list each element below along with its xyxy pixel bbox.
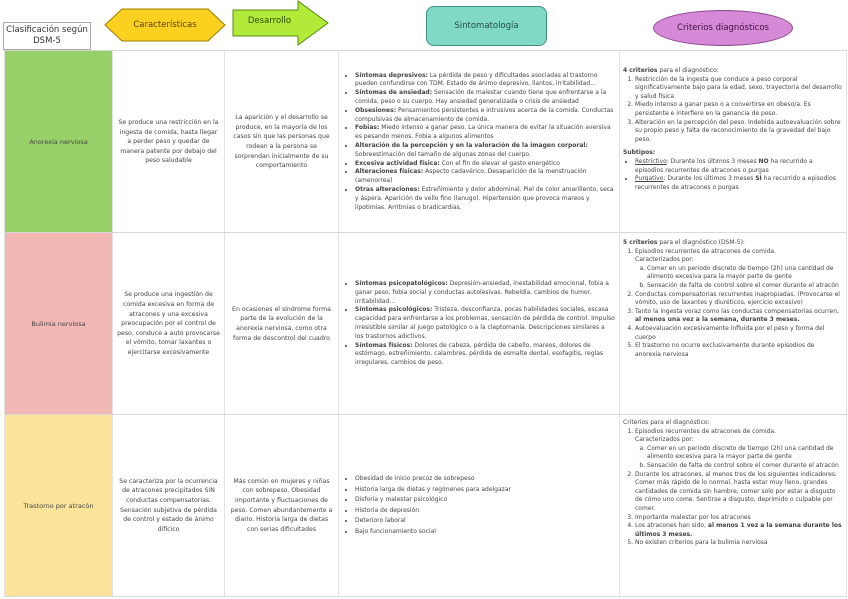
list-item: 5. El trastorno no ocurre exclusivamente durante episodios de anorexia nerviosa xyxy=(635,342,842,359)
disorder-name: Bulimia nerviosa xyxy=(31,320,86,328)
table-row-bulimia xyxy=(4,232,847,415)
desarrollo-text: Más común en mujeres y niñas con sobrepeso. Obesidad importante y fluctuaciones de peso. Comen abundantemente a diario. Historia larga de dietas con serias dificultades xyxy=(230,477,333,533)
disorder-name-cell xyxy=(4,233,112,415)
symptom-text: Miedo intenso a ganar peso. La única manera de evitar la situación aversiva es pesando menos. Fobia a algunos alimentos xyxy=(355,124,611,141)
list-item: 1. Episodios recurrentes de atracones de comida. Caracterizados por: a. Comer en un periodo discreto de tiempo (2h) una cantidad de alimento excesiva para la mayor parte de gente b. Sensación de falta de control sobre el comer durante el atracón xyxy=(635,248,842,291)
list-item xyxy=(355,142,615,160)
criterios-cell xyxy=(619,415,847,596)
list-item: 2. Conductas compensatorias recurrentes inapropiadas. (Provocarse el vómito, uso de laxantes y diuréticos, ejercicio excesivo) xyxy=(635,291,842,308)
criterios-intro: 4 criterios para el diagnóstico: xyxy=(623,67,719,74)
symptom-text: Estreñimiento y dolor abdominal. Piel de color amarillento, seca y áspera. Aparición de vello fino (lanugo). Hipertensión que provoca mareos y lipotimias. Arritmias o bradicardias. xyxy=(355,185,614,211)
header-clasificacion xyxy=(3,22,91,50)
list-item: a. Comer en un periodo discreto de tiempo (2h) una cantidad de alimento excesiva para la mayor parte de gente xyxy=(647,445,842,462)
symptom-title: Excesiva actividad física: xyxy=(355,159,440,167)
caracteristicas-cell xyxy=(112,233,224,415)
symptom-title: Alteración de la percepción y en la valoración de la imagen corporal: xyxy=(355,142,588,149)
symptom-title: Síntomas de ansiedad: xyxy=(355,89,433,97)
caracteristicas-cell xyxy=(112,415,224,596)
list-item: 3. Tanto la ingesta voraz como las conductas compensatorias ocurren, al menos una vez a la semana, durante 3 meses. xyxy=(635,308,842,325)
disorder-name: Anorexia nerviosa xyxy=(29,138,88,146)
header-bar xyxy=(0,0,848,50)
list-item: • Bajo funcionamiento social xyxy=(355,527,511,538)
list-item: a. Comer en un periodo discreto de tiempo (2h) una cantidad de alimento excesiva para la mayor parte de gente xyxy=(647,265,842,282)
list-item: 4. Los atracones han sido, al menos 1 vez a la semana durante los últimos 3 meses. xyxy=(635,522,842,539)
symptom-text: Con el fin de elevar el gasto energético xyxy=(439,159,560,167)
symptom-list xyxy=(345,72,615,213)
list-item: 1. Restricción de la ingesta que conduce a peso corporal significativamente bajo para la edad, sexo, trayectoria del desarrollo y salud física xyxy=(635,76,842,102)
subtipos-list xyxy=(623,158,842,192)
table-row-anorexia xyxy=(4,50,847,233)
desarrollo-cell xyxy=(224,51,338,233)
sub-list xyxy=(635,445,842,471)
desarrollo-cell xyxy=(224,233,338,415)
symptom-text: Dolores de cabeza, pérdida de cabello, mareos, dolores de estómago, estreñimiento, calambres, pérdida de esmalte dental, esofagitis, reglas irregulares, cambios de peso. xyxy=(355,341,604,367)
list-item: b. Sensación de falta de control sobre el comer durante el atracón xyxy=(647,282,842,291)
symptom-title: Obsesiones: xyxy=(355,106,397,114)
symptom-title: Síntomas psicopatológicos: xyxy=(355,280,448,288)
symptom-text: Sobreestimación del tamaño de algunas zonas del cuerpo. xyxy=(355,150,531,158)
list-item: • Historia de depresión xyxy=(355,506,511,517)
symptom-title: Otras alteraciones: xyxy=(355,185,420,193)
list-item xyxy=(355,72,615,90)
caracteristicas-text: Se produce una ingestión de comida excesiva en forma de atracones y una excesiva preocupación por el control de peso, conduce a auto provocarse el vómito, tomar laxantes o ejercitarse excesivamente xyxy=(117,291,220,356)
list-item: 1. Episodios recurrentes de atracones de comida. Caracterizados por: a. Comer en un periodo discreto de tiempo (2h) una cantidad de alimento excesiva para la mayor parte de gente b. Sensación de falta de control sobre el comer durante el atracón xyxy=(635,428,842,471)
list-item xyxy=(355,89,615,107)
header-caracteristicas xyxy=(104,8,226,42)
sintomatologia-cell xyxy=(338,233,619,415)
caracteristicas-text: Se produce una restricción en la ingesta de comida, hasta llegar a perder peso y quedar de manera patente por debajo del peso saludable xyxy=(118,119,219,165)
header-desarrollo-label: Desarrollo xyxy=(247,15,292,26)
disorder-name-cell xyxy=(4,415,112,596)
symptom-text: Depresión-ansiedad, inestabilidad emocional, fobia a ganar peso, fobia social y conductas autolesivas. Rebeldía, cambios de humor, irritabilidad… xyxy=(355,280,609,305)
disorder-name: Trastorno por atracón xyxy=(23,501,94,510)
symptom-text: La pérdida de peso y dificultades asociadas al trastorno pueden confundirse con TDM. Estado de ánimo depresivo, llantos, irritabilidad… xyxy=(355,71,598,88)
symptom-list xyxy=(345,280,615,368)
list-item: 2. Miedo intenso a ganar peso o a convertirse en obeso/a. Es persistente e interfiere en la ganancia de peso. xyxy=(635,101,842,118)
header-clasificacion-label: Clasificación según DSM-5 xyxy=(6,25,88,46)
criterios-list xyxy=(623,76,842,145)
symptom-text: Aspecto cadavérico. Desaparición de la menstruación (amenorrea) xyxy=(355,168,587,185)
symptom-title: Síntomas psicológicos: xyxy=(355,306,433,314)
symptom-text: Pensamientos persistentes e intrusivos acerca de la comida. Conductas compulsivas de almacenamiento de comida. xyxy=(355,106,614,123)
header-sintomatologia xyxy=(426,6,547,46)
table-row-atracon xyxy=(4,414,847,597)
list-item: 4. Autoevaluación excesivamente influida por el peso y forma del cuerpo xyxy=(635,325,842,342)
list-item: 5. No existen criterios para la bulimia nerviosa xyxy=(635,539,842,548)
sintomatologia-cell xyxy=(338,51,619,233)
list-item: • Deterioro laboral xyxy=(355,516,511,527)
list-item: • Disforia y malestar psicológico xyxy=(355,495,511,506)
desarrollo-text: En ocasiones el síndrome forma parte de la evolución de la anorexia nerviosa, como otra forma de descontrol del cuadro xyxy=(232,305,331,342)
list-item xyxy=(355,124,615,142)
criterios-intro: Criterios para el diagnóstico: xyxy=(623,419,710,426)
list-item: 3. Importante malestar por los atracones xyxy=(635,514,842,523)
list-item xyxy=(355,160,615,169)
sub-list xyxy=(635,265,842,291)
list-item: 2. Durante los atracones, al menos tres de los siguientes indicadores: Comer más rápido de lo normal, hasta estar muy lleno, grandes cantidades de comida sin hambre, comer solo por estar a disgusto de cómo uno come. Sentirse a disgusto, deprimido o culpable por comer. xyxy=(635,471,842,514)
criterios-cell xyxy=(619,233,847,415)
symptom-title: Síntomas depresivos: xyxy=(355,71,428,79)
criterios-intro: 5 criterios para el diagnóstico (DSM-5): xyxy=(623,239,745,246)
symptom-text: Tristeza, desconfianza, pocas habilidades sociales, escasa capacidad para enfrentarse a los problemas, sensación de pérdida de control. Impulso irresistible similar al juego patológico o a la cleptomanía. Descripciones similares a los trastornos adictivos. xyxy=(355,306,615,340)
symptom-title: Alteraciones físicas: xyxy=(355,168,424,176)
list-item xyxy=(355,107,615,125)
header-desarrollo xyxy=(232,0,329,46)
list-item xyxy=(355,280,615,306)
header-caracteristicas-label: Características xyxy=(133,19,197,30)
list-item xyxy=(355,342,615,368)
symptom-title: Fobias: xyxy=(355,124,380,132)
list-item: 3. Alteración en la percepción del peso. Indebida autoevaluación sobre su propio peso y falta de reconocimiento de la gravedad del bajo peso. xyxy=(635,119,842,145)
caracteristicas-cell xyxy=(112,51,224,233)
criterios-cell xyxy=(619,51,847,233)
caracteristicas-text: Se caracteriza por la ocurrencia de atracones precipitados SIN conductas compensatorias. Sensación subjetiva de pérdida de control y estado de ánimo difícico xyxy=(119,477,218,533)
header-criterios-label: Criterios diagnósticos xyxy=(677,22,769,33)
desarrollo-text: La aparición y el desarrollo se produce, en la mayoría de los casos sin que las personas que rodean a la persona se sorprendan inicialmente de su comportamiento xyxy=(233,114,330,170)
symptom-title: Síntomas físicos: xyxy=(355,341,413,349)
subtipos-label: Subtipos: xyxy=(623,149,656,157)
desarrollo-cell xyxy=(224,415,338,596)
list-item: • Obesidad de inicio precoz de sobrepeso xyxy=(355,474,511,485)
symptom-list xyxy=(345,474,511,537)
symptom-text: Sensación de malestar cuando tiene que enfrentarse a la comida, peso o su cuerpo. Hay ansiedad generalizada o crisis de ansiedad xyxy=(355,89,607,106)
sintomatologia-cell xyxy=(338,415,619,596)
header-criterios xyxy=(653,10,793,46)
criterios-list xyxy=(623,248,842,360)
list-item xyxy=(355,306,615,341)
list-item: • Restrictivo: Durante los últimos 3 meses NO ha recurrido a episodios recurrentes de atracones o purgas xyxy=(635,158,842,175)
list-item xyxy=(355,168,615,186)
criterios-list xyxy=(623,428,842,548)
list-item: • Purgativo: Durante los últimos 3 meses SÍ ha recurrido a episodios recurrentes de atracones o purgas xyxy=(635,175,842,192)
list-item: • Historia larga de dietas y regímenes para adelgazar xyxy=(355,485,511,496)
list-item xyxy=(355,186,615,212)
header-sintomatologia-label: Sintomatología xyxy=(454,20,519,31)
disorder-name-cell xyxy=(4,51,112,233)
list-item: b. Sensación de falta de control sobre el comer durante el atracón xyxy=(647,462,842,471)
